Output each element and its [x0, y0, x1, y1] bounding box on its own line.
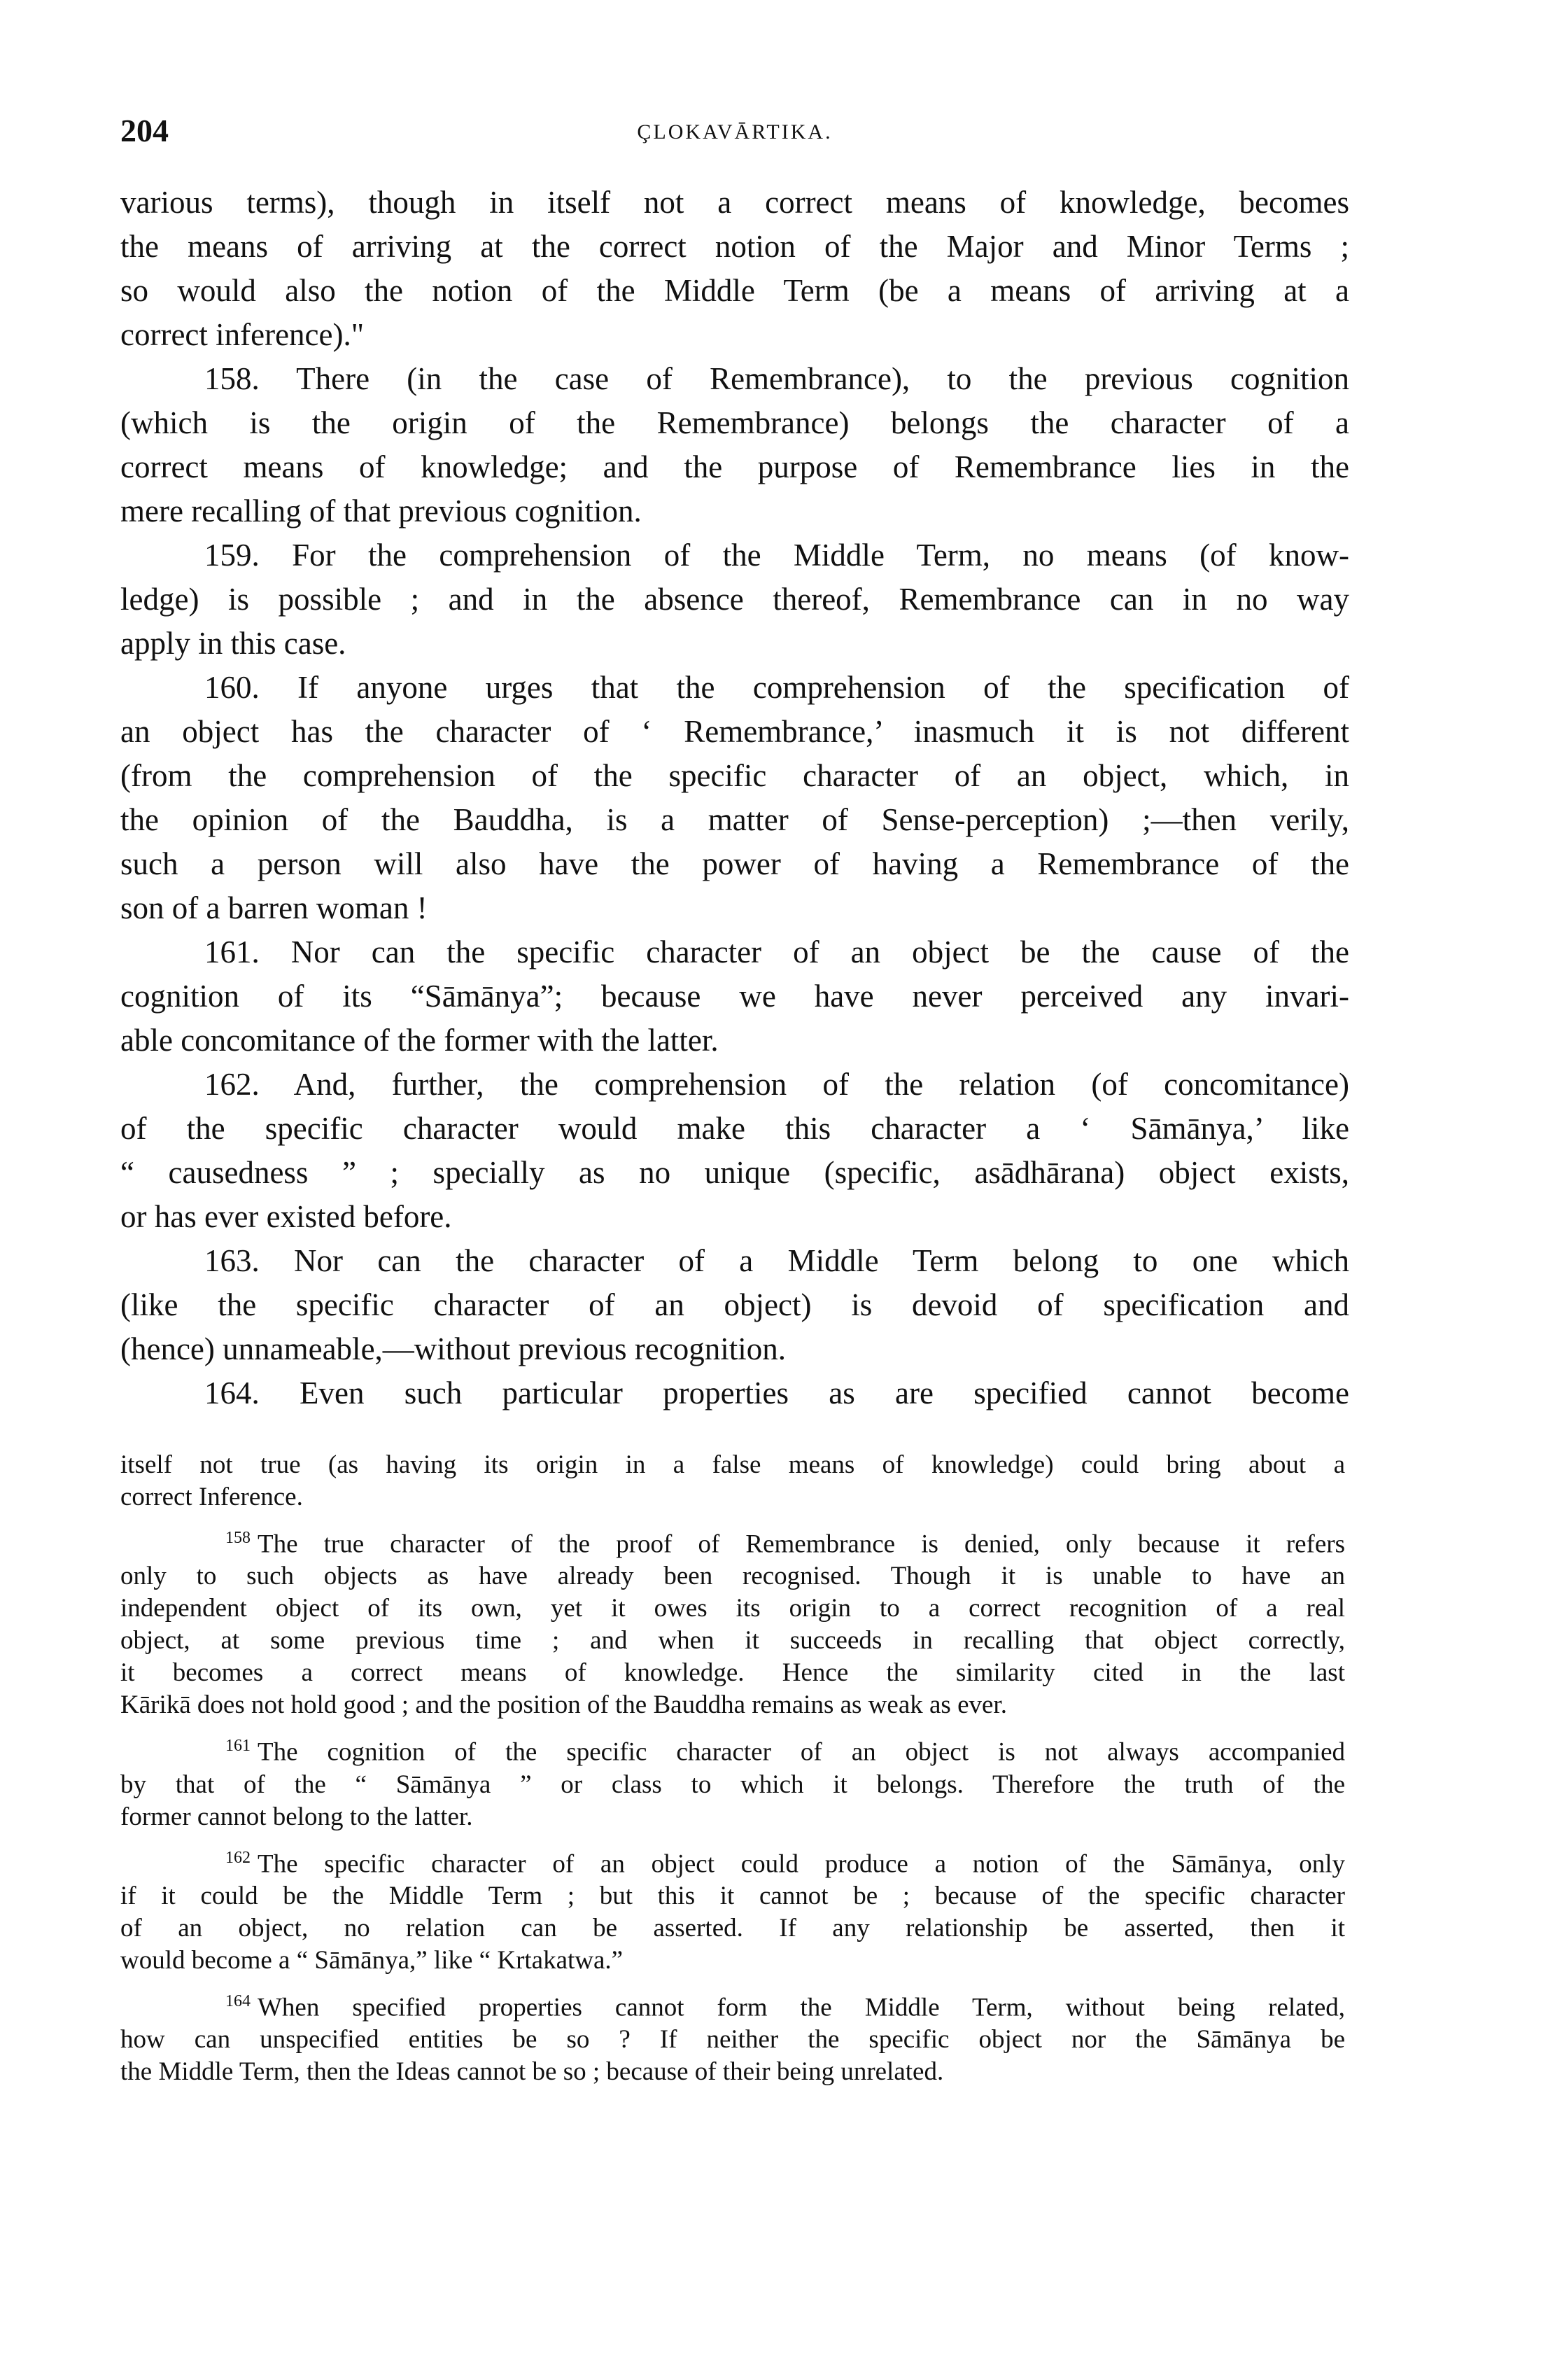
main-line: cognition of its “Sāmānya”; because we have never perceived any invari-: [120, 979, 1349, 1014]
footnote-line: would become a “ Sāmānya,” like “ Krtakatwa.”: [120, 1945, 624, 1975]
main-line: mere recalling of that previous cognition.: [120, 493, 642, 528]
main-line: 159. For the comprehension of the Middle Term, no means (of know-: [204, 538, 1349, 573]
main-line: 164. Even such particular properties as are specified cannot become: [204, 1376, 1349, 1410]
footnote-line: $^{158}$ The true character of the proof of Remembrance is denied, only because it refers: [225, 1529, 1345, 1559]
footnote-line: $^{164}$ When specified properties cannot form the Middle Term, without being related,: [225, 1991, 1345, 2022]
main-line: 160. If anyone urges that the comprehension of the specification of: [204, 670, 1349, 705]
main-line: correct inference).": [120, 317, 365, 352]
main-line: of the specific character would make this character a ‘ Sāmānya,’ like: [120, 1111, 1349, 1146]
main-paragraph: [120, 1371, 1349, 1415]
footnote-paragraph: [120, 1985, 1345, 2088]
main-line: ledge) is possible ; and in the absence thereof, Remembrance can in no way: [120, 582, 1349, 617]
footnote-marker: 164: [225, 1991, 251, 2010]
main-paragraph: [120, 1063, 1349, 1239]
main-line: apply in this case.: [120, 626, 346, 661]
footnote-line: correct Inference.: [120, 1483, 303, 1511]
main-line: able concomitance of the former with the latter.: [120, 1023, 719, 1058]
main-text: [120, 181, 1349, 1415]
main-line: 158. There (in the case of Remembrance), to the previous cognition: [204, 361, 1349, 396]
footnote-marker: 161: [225, 1737, 251, 1756]
main-line: (which is the origin of the Remembrance) belongs the character of a: [120, 405, 1349, 440]
main-line: 161. Nor can the specific character of an object be the cause of the: [204, 934, 1349, 969]
main-line: the means of arriving at the correct notion of the Major and Minor Terms ;: [120, 229, 1349, 264]
main-line: correct means of knowledge; and the purpose of Remembrance lies in the: [120, 449, 1349, 484]
footnote-line: only to such objects as have already been recognised. Though it is unable to have an: [120, 1562, 1345, 1591]
main-line: 162. And, further, the comprehension of the relation (of concomitance): [204, 1067, 1349, 1102]
footnote-line: by that of the “ Sāmānya ” or class to which it belongs. Therefore the truth of the: [120, 1770, 1345, 1799]
footnote-line: of an object, no relation can be asserted. If any relationship be asserted, then it: [120, 1913, 1345, 1942]
footnote-line: object, at some previous time ; and when it succeeds in recalling that object correctly,: [120, 1626, 1345, 1656]
footnote-line: $^{162}$ The specific character of an object could produce a notion of the Sāmānya, only: [225, 1848, 1345, 1878]
page-header: [120, 112, 1349, 154]
main-paragraph: [120, 666, 1349, 930]
main-paragraph: [120, 930, 1349, 1063]
main-line: the opinion of the Bauddha, is a matter of Sense-perception) ;—then verily,: [120, 802, 1349, 837]
main-line: so would also the notion of the Middle Term (be a means of arriving at a: [120, 273, 1349, 308]
footnote-line: former cannot belong to the latter.: [120, 1802, 473, 1831]
footnote-line: $^{161}$ The cognition of the specific character of an object is not always accompanied: [225, 1737, 1345, 1767]
page-number: 204: [120, 113, 169, 148]
footnote-line: how can unspecified entities be so ? If neither the specific object nor the Sāmānya be: [120, 2025, 1345, 2054]
main-paragraph: [120, 533, 1349, 666]
footnote-line: itself not true (as having its origin in a false means of knowledge) could bring about a: [120, 1450, 1345, 1479]
footnote-line: the Middle Term, then the Ideas cannot be so ; because of their being unrelated.: [120, 2057, 944, 2087]
main-line: (like the specific character of an object) is devoid of specification and: [120, 1287, 1349, 1322]
footnote-paragraph: [120, 1522, 1345, 1721]
footnote-paragraph: [120, 1842, 1345, 1977]
main-line: various terms), though in itself not a correct means of knowledge, becomes: [120, 185, 1349, 220]
footnote-line: independent object of its own, yet it owes its origin to a correct recognition of a real: [120, 1594, 1345, 1623]
main-line: 163. Nor can the character of a Middle Term belong to one which: [204, 1243, 1349, 1278]
footnote-line: it becomes a correct means of knowledge. Hence the similarity cited in the last: [120, 1658, 1345, 1688]
main-line: (hence) unnameable,—without previous recognition.: [120, 1331, 786, 1366]
main-paragraph: [120, 1239, 1349, 1371]
footnote-paragraph: [120, 1730, 1345, 1833]
main-line: such a person will also have the power of having a Remembrance of the: [120, 846, 1349, 881]
footnote-line: Kārikā does not hold good ; and the position of the Bauddha remains as weak as ever.: [120, 1690, 1007, 1720]
main-paragraph: [120, 357, 1349, 533]
running-title: ÇLOKAVĀRTIKA.: [637, 120, 833, 144]
footnotes: [120, 1449, 1345, 2096]
main-line: son of a barren woman !: [120, 890, 428, 925]
footnote-paragraph: [120, 1449, 1345, 1513]
footnote-marker: 162: [225, 1848, 251, 1867]
main-line: “ causedness ” ; specially as no unique (specific, asādhārana) object exists,: [120, 1155, 1349, 1190]
main-paragraph: [120, 181, 1349, 357]
footnote-line: if it could be the Middle Term ; but this it cannot be ; because of the specific character: [120, 1881, 1345, 1910]
main-line: or has ever existed before.: [120, 1199, 452, 1234]
main-line: (from the comprehension of the specific character of an object, which, in: [120, 758, 1349, 793]
main-line: an object has the character of ‘ Remembrance,’ inasmuch it is not different: [120, 714, 1349, 749]
footnote-marker: 158: [225, 1529, 251, 1547]
